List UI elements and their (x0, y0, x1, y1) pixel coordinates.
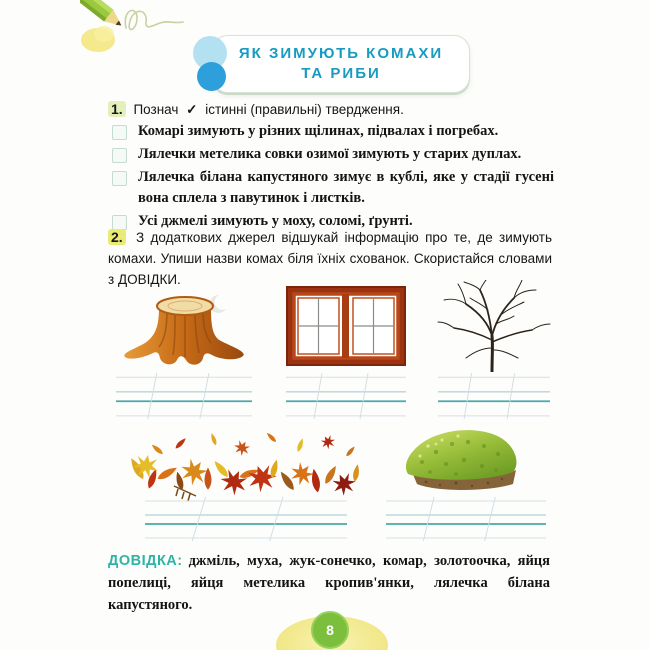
reference-block (108, 550, 550, 616)
page-title-line2: ТА РИБИ (301, 65, 381, 82)
moss-image (392, 422, 536, 496)
statement-row (112, 144, 554, 165)
statement-list (112, 121, 554, 234)
check-mark-icon: ✓ (186, 102, 198, 117)
answer-lines-window[interactable] (286, 372, 406, 420)
answer-lines-moss[interactable] (386, 496, 546, 542)
statement-text-2: Лялечки метелика совки озимої зимують у старих дуплах. (138, 146, 522, 162)
statement-text-1: Комарі зимують у різних щілинах, підвалах і погребах. (138, 123, 499, 139)
statement-row (112, 121, 554, 142)
answer-lines-leaves[interactable] (145, 496, 347, 542)
checkbox-1[interactable] (112, 125, 127, 140)
checkbox-3[interactable] (112, 171, 127, 186)
reference-label: ДОВІДКА: (108, 553, 183, 569)
answer-lines-tree[interactable] (438, 372, 550, 420)
fallen-leaves-image (122, 428, 366, 504)
task1-instruction (108, 99, 552, 120)
decor-circle-dark (197, 62, 226, 91)
page-title: ЯК ЗИМУЮТЬ КОМАХИ (238, 45, 444, 62)
page-number: 8 (326, 622, 334, 638)
checkbox-2[interactable] (112, 148, 127, 163)
window-image (286, 286, 406, 366)
task1-number: 1. (108, 101, 126, 117)
statement-text-3: Лялечка білана капустяного зимує в кублі, яке у стадії гусені вона сплела з павутинок і листків. (138, 169, 554, 206)
tree-stump-image (115, 283, 255, 369)
bare-tree-image (436, 280, 552, 372)
page-number-badge (311, 611, 349, 649)
task2-number: 2. (108, 229, 126, 245)
task2-text: З додаткових джерел відшукай інформацію про те, де зимують комахи. Упиши назви комах біля їхніх схованок. Скористайся словами з ДОВІДКИ. (108, 230, 552, 287)
statement-row (112, 167, 554, 209)
reference-text: джміль, муха, жук-сонечко, комар, золотоочка, яйця попелиці, яйця метелика кропив'янки, лялечка білана капустяного. (108, 553, 550, 613)
chapter-title-box (212, 35, 470, 93)
answer-lines-stump[interactable] (116, 372, 252, 420)
task1-text-prefix: Познач (133, 102, 179, 117)
statement-text-4: Усі джмелі зимують у моху, соломі, ґрунті. (138, 213, 413, 229)
task1-text-suffix: істинні (правильні) твердження. (205, 102, 404, 117)
